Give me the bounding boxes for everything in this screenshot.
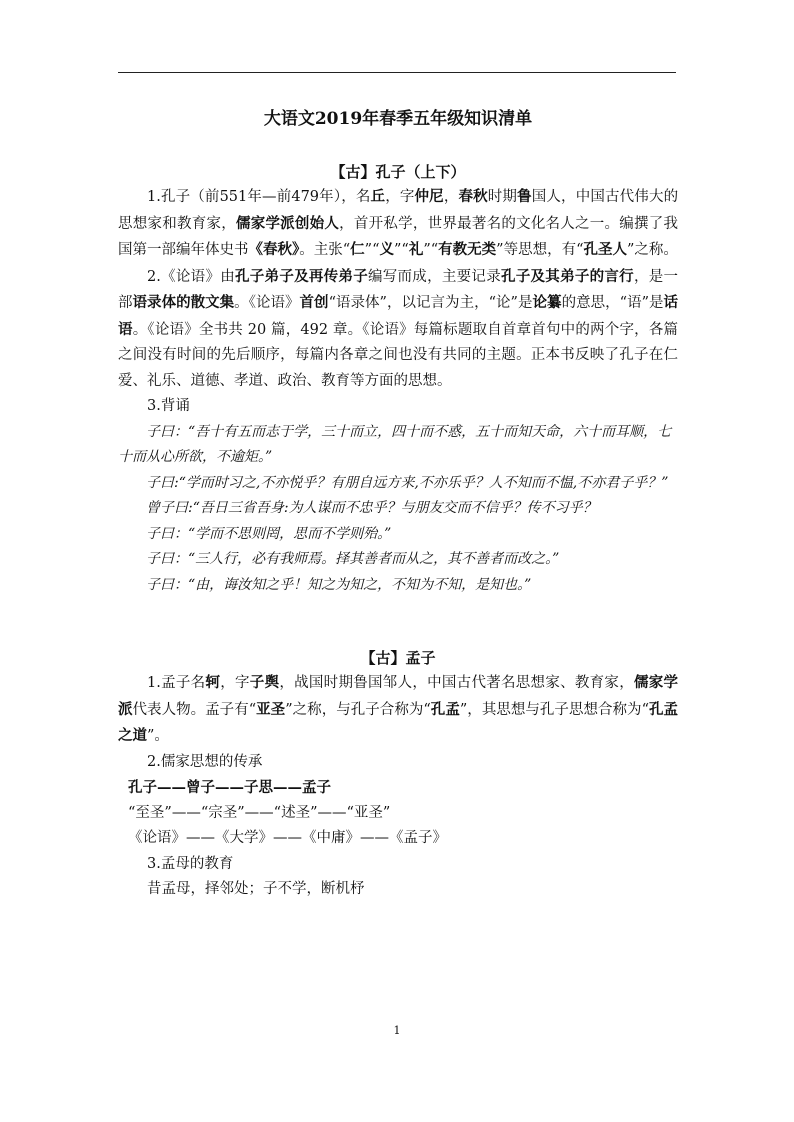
quote-line: 子曰：“吾十有五而志于学，三十而立，四十而不惑，五十而知天命，六十而耳顺，七十而从心所欲，不逾矩。” — [118, 423, 672, 465]
emphasis-text: 语录体的散文集 — [132, 294, 235, 311]
paragraph-confucius-bio — [118, 184, 678, 264]
emphasis-text: 《春秋》 — [248, 241, 300, 258]
emphasis-text: 仁 — [350, 241, 365, 258]
body-text: 的意思，“语”是 — [561, 295, 664, 311]
page-number: 1 — [393, 1024, 401, 1037]
body-text: ”之称。 — [626, 242, 678, 258]
emphasis-text: 话语 — [118, 294, 679, 338]
section-mencius — [118, 646, 678, 903]
section-spacer — [118, 598, 678, 646]
body-text: ”“ — [364, 242, 380, 258]
body-text: ”等思想，有“ — [496, 242, 584, 258]
body-text: 。《论语》全书共 20 篇，492 章。《论语》每篇标题取自首章首句中的两个字，各篇之间没有时间的先后顺序，每篇内各章之间也没有共同的主题。正本书反映了孔子在仁爱、礼乐、道德、孝道、政治、教育等方面的思想。 — [118, 321, 679, 389]
body-text: ，字 — [220, 675, 250, 691]
body-text: 1.孔子（前551年—前479年），名 — [147, 189, 371, 205]
emphasis-text: 孔子弟子及再传弟子 — [235, 267, 368, 285]
body-text: ”之称，与孔子合称为“ — [285, 701, 431, 718]
emphasis-text: 义 — [379, 241, 394, 258]
emphasis-text: 孔圣人 — [583, 241, 627, 258]
paragraph-mencius-bio — [118, 670, 678, 750]
body-text: ，是一部 — [118, 268, 679, 311]
body-text: ”“ — [423, 242, 439, 258]
emphasis-text: 儒家学派 — [118, 674, 679, 718]
quote-line: 曾子曰:“吾日三省吾身:为人谋而不忠乎？与朋友交而不信乎？传不习乎？ — [146, 500, 597, 516]
emphasis-text: 有教无类 — [438, 241, 497, 258]
body-text: 代表人物。孟子有“ — [132, 701, 257, 718]
emphasis-text: 春秋 — [458, 188, 488, 205]
document-body — [118, 104, 678, 903]
emphasis-text: 鲁 — [517, 188, 532, 205]
honorific-chain: “至圣”——“宗圣”——“述圣”——“亚圣” — [128, 804, 391, 821]
emphasis-text: 礼 — [408, 241, 424, 258]
emphasis-text: 子舆 — [249, 674, 280, 691]
body-text: 时期 — [487, 189, 518, 205]
emphasis-text: 孔孟之道 — [118, 700, 679, 744]
body-text: “语录体”，以记言为主，“论”是 — [328, 295, 533, 311]
section-confucius — [118, 160, 678, 598]
recitation-label: 3.背诵 — [147, 398, 190, 414]
paragraph-analects — [118, 264, 678, 395]
section-heading: 【古】孔子（上下） — [330, 163, 466, 181]
quote-line: 子曰：“三人行，必有我师焉。择其善者而从之，其不善者而改之。” — [146, 551, 560, 567]
body-text: 编写而成，主要记录 — [367, 268, 501, 285]
lineage-label: 2.儒家思想的传承 — [147, 753, 263, 770]
body-text: ”“ — [394, 242, 409, 258]
header-rule — [118, 72, 676, 73]
body-text: 。《论语》 — [234, 295, 300, 311]
body-text: 1.孟子名 — [147, 675, 206, 691]
quote-line: 子曰：“学而不思则罔，思而不学则殆。” — [146, 525, 392, 542]
emphasis-text: 儒家学派创始人 — [235, 214, 340, 232]
body-text: ”，其思想与孔子思想合称为“ — [459, 701, 649, 718]
body-text: 。主张“ — [299, 242, 351, 258]
emphasis-text: 首创 — [299, 294, 329, 311]
document-title: 大语文2019年春季五年级知识清单 — [263, 109, 533, 129]
emphasis-text: 孔子及其弟子的言行 — [500, 267, 634, 285]
body-text: 国人，中国古代伟大的思想家和教育家， — [118, 189, 679, 232]
mother-education-text: 昔孟母，择邻处；子不学，断机杼 — [147, 881, 365, 897]
body-text: ， — [443, 189, 459, 205]
body-text: 2.《论语》由 — [147, 268, 235, 285]
body-text: ”。 — [147, 728, 169, 744]
emphasis-text: 丘 — [370, 188, 386, 205]
body-text: ，首开私学，世界最著名的文化名人之一。编撰了我国第一部编年体史书 — [118, 215, 679, 258]
body-text: ，字 — [385, 189, 415, 205]
quote-line: 子曰：“由，诲汝知之乎！知之为知之，不知为不知，是知也。” — [146, 576, 532, 593]
section-heading: 【古】孟子 — [360, 649, 436, 667]
body-text: ，战国时期鲁国邹人，中国古代著名思想家、教育家， — [279, 675, 634, 691]
emphasis-text: 孔孟 — [430, 700, 460, 718]
emphasis-text: 论纂 — [532, 294, 562, 311]
emphasis-text: 仲尼 — [414, 188, 444, 205]
book-chain: 《论语》——《大学》——《中庸》——《孟子》 — [128, 830, 447, 846]
quote-line: 子曰:“学而时习之,不亦悦乎？有朋自远方来,不亦乐乎？人不知而不愠,不亦君子乎？” — [146, 474, 669, 491]
emphasis-text: 亚圣 — [256, 700, 286, 718]
lineage-chain: 孔子——曾子——子思——孟子 — [128, 779, 331, 796]
mother-education-label: 3.孟母的教育 — [147, 855, 234, 872]
emphasis-text: 轲 — [205, 674, 221, 691]
